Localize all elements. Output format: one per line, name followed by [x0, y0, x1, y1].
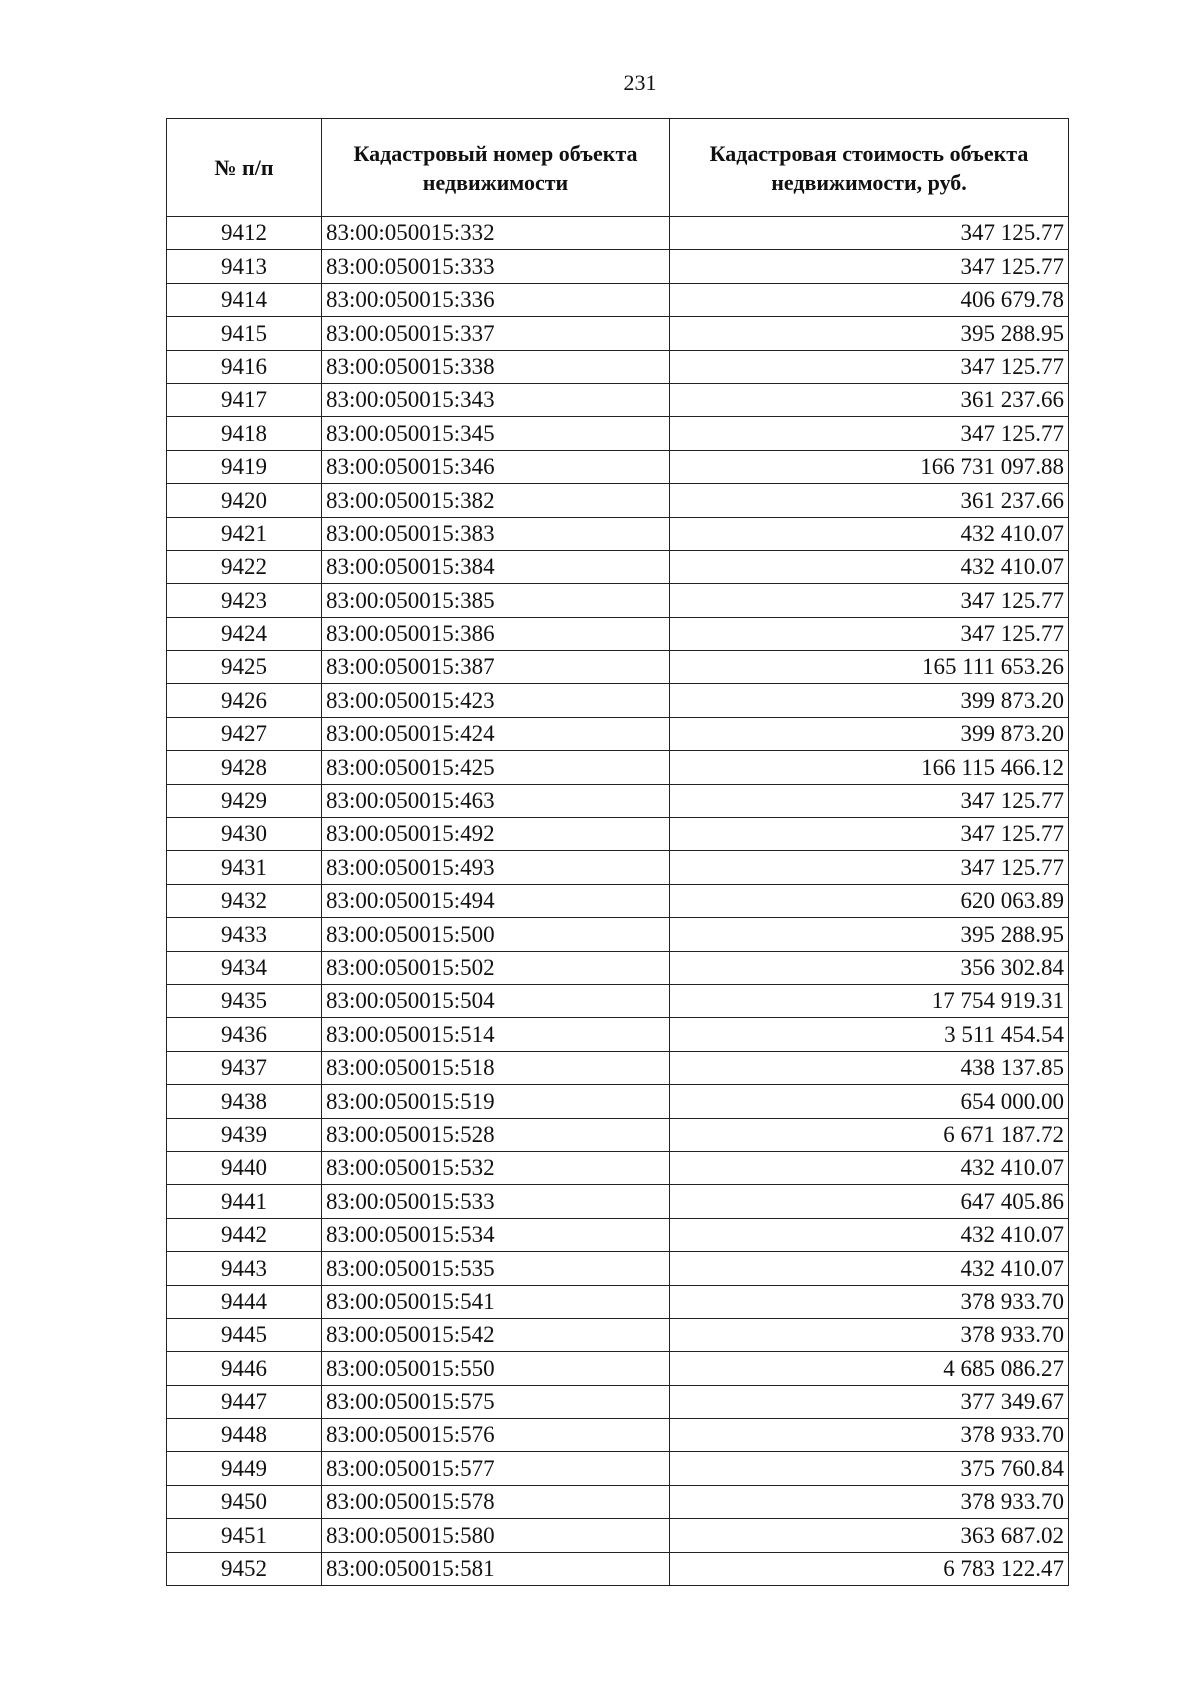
row-number-cell: 9449 [167, 1452, 322, 1485]
table-row [167, 717, 1069, 750]
cadastral-number-cell: 83:00:050015:386 [322, 617, 670, 650]
cadastral-value-cell: 406 679.78 [670, 283, 1069, 316]
row-number-cell: 9444 [167, 1285, 322, 1318]
cadastral-number-cell: 83:00:050015:504 [322, 984, 670, 1017]
cadastral-number-cell: 83:00:050015:518 [322, 1051, 670, 1084]
table-row [167, 1018, 1069, 1051]
cadastral-number-cell: 83:00:050015:333 [322, 250, 670, 283]
table-row [167, 918, 1069, 951]
table-row [167, 550, 1069, 583]
cadastral-number-cell: 83:00:050015:500 [322, 918, 670, 951]
row-number-cell: 9433 [167, 918, 322, 951]
row-number-cell: 9428 [167, 751, 322, 784]
row-number-cell: 9427 [167, 717, 322, 750]
row-number-cell: 9445 [167, 1318, 322, 1351]
cadastral-value-cell: 375 760.84 [670, 1452, 1069, 1485]
row-number-cell: 9425 [167, 651, 322, 684]
header-cadastral-value: Кадастровая стоимость объекта недвижимости, руб. [670, 119, 1069, 217]
table-row [167, 450, 1069, 483]
cadastral-number-cell: 83:00:050015:533 [322, 1185, 670, 1218]
row-number-cell: 9426 [167, 684, 322, 717]
row-number-cell: 9421 [167, 517, 322, 550]
row-number-cell: 9414 [167, 283, 322, 316]
table-row [167, 383, 1069, 416]
cadastral-value-cell: 432 410.07 [670, 1151, 1069, 1184]
cadastral-value-cell: 654 000.00 [670, 1085, 1069, 1118]
cadastral-value-cell: 347 125.77 [670, 350, 1069, 383]
cadastral-value-cell: 356 302.84 [670, 951, 1069, 984]
cadastral-value-cell: 347 125.77 [670, 250, 1069, 283]
cadastral-value-cell: 347 125.77 [670, 584, 1069, 617]
cadastral-number-cell: 83:00:050015:541 [322, 1285, 670, 1318]
cadastral-value-cell: 6 783 122.47 [670, 1552, 1069, 1585]
cadastral-number-cell: 83:00:050015:332 [322, 217, 670, 250]
cadastral-number-cell: 83:00:050015:382 [322, 484, 670, 517]
row-number-cell: 9434 [167, 951, 322, 984]
cadastral-number-cell: 83:00:050015:336 [322, 283, 670, 316]
cadastral-number-cell: 83:00:050015:514 [322, 1018, 670, 1051]
cadastral-number-cell: 83:00:050015:345 [322, 417, 670, 450]
cadastral-value-cell: 432 410.07 [670, 1252, 1069, 1285]
cadastral-value-cell: 361 237.66 [670, 484, 1069, 517]
cadastral-number-cell: 83:00:050015:492 [322, 818, 670, 851]
cadastral-number-cell: 83:00:050015:577 [322, 1452, 670, 1485]
row-number-cell: 9447 [167, 1385, 322, 1418]
cadastral-number-cell: 83:00:050015:534 [322, 1218, 670, 1251]
cadastral-value-table [166, 118, 1069, 1586]
cadastral-number-cell: 83:00:050015:337 [322, 317, 670, 350]
cadastral-number-cell: 83:00:050015:338 [322, 350, 670, 383]
row-number-cell: 9413 [167, 250, 322, 283]
table-body [167, 217, 1069, 1586]
table-row [167, 784, 1069, 817]
cadastral-value-cell: 378 933.70 [670, 1485, 1069, 1518]
cadastral-value-cell: 347 125.77 [670, 617, 1069, 650]
cadastral-number-cell: 83:00:050015:532 [322, 1151, 670, 1184]
table-row [167, 1085, 1069, 1118]
cadastral-number-cell: 83:00:050015:493 [322, 851, 670, 884]
row-number-cell: 9438 [167, 1085, 322, 1118]
table-row [167, 884, 1069, 917]
cadastral-number-cell: 83:00:050015:383 [322, 517, 670, 550]
header-row-number: № п/п [167, 119, 322, 217]
cadastral-value-cell: 438 137.85 [670, 1051, 1069, 1084]
row-number-cell: 9418 [167, 417, 322, 450]
cadastral-value-cell: 432 410.07 [670, 1218, 1069, 1251]
table-row [167, 317, 1069, 350]
cadastral-number-cell: 83:00:050015:580 [322, 1519, 670, 1552]
cadastral-value-cell: 165 111 653.26 [670, 651, 1069, 684]
table-row [167, 1385, 1069, 1418]
cadastral-value-cell: 347 125.77 [670, 217, 1069, 250]
cadastral-number-cell: 83:00:050015:425 [322, 751, 670, 784]
cadastral-number-cell: 83:00:050015:463 [322, 784, 670, 817]
cadastral-value-cell: 361 237.66 [670, 383, 1069, 416]
cadastral-value-cell: 620 063.89 [670, 884, 1069, 917]
table-row [167, 1452, 1069, 1485]
row-number-cell: 9442 [167, 1218, 322, 1251]
cadastral-value-cell: 399 873.20 [670, 717, 1069, 750]
row-number-cell: 9450 [167, 1485, 322, 1518]
table-row [167, 250, 1069, 283]
cadastral-value-cell: 3 511 454.54 [670, 1018, 1069, 1051]
cadastral-number-cell: 83:00:050015:384 [322, 550, 670, 583]
cadastral-value-cell: 432 410.07 [670, 517, 1069, 550]
header-cadastral-number: Кадастровый номер объекта недвижимости [322, 119, 670, 217]
cadastral-value-cell: 432 410.07 [670, 550, 1069, 583]
table-row [167, 1552, 1069, 1585]
page-number: 231 [623, 70, 657, 95]
cadastral-number-cell: 83:00:050015:502 [322, 951, 670, 984]
row-number-cell: 9436 [167, 1018, 322, 1051]
cadastral-number-cell: 83:00:050015:346 [322, 450, 670, 483]
cadastral-value-cell: 377 349.67 [670, 1385, 1069, 1418]
cadastral-value-cell: 166 115 466.12 [670, 751, 1069, 784]
cadastral-number-cell: 83:00:050015:528 [322, 1118, 670, 1151]
table-row [167, 1051, 1069, 1084]
row-number-cell: 9422 [167, 550, 322, 583]
table-row [167, 751, 1069, 784]
cadastral-value-cell: 378 933.70 [670, 1285, 1069, 1318]
row-number-cell: 9415 [167, 317, 322, 350]
row-number-cell: 9423 [167, 584, 322, 617]
cadastral-number-cell: 83:00:050015:424 [322, 717, 670, 750]
cadastral-value-cell: 363 687.02 [670, 1519, 1069, 1552]
table-row [167, 617, 1069, 650]
table-row [167, 417, 1069, 450]
table-row [167, 1218, 1069, 1251]
cadastral-number-cell: 83:00:050015:519 [322, 1085, 670, 1118]
row-number-cell: 9446 [167, 1352, 322, 1385]
cadastral-number-cell: 83:00:050015:581 [322, 1552, 670, 1585]
table-row [167, 1185, 1069, 1218]
row-number-cell: 9437 [167, 1051, 322, 1084]
table-row [167, 1318, 1069, 1351]
cadastral-number-cell: 83:00:050015:576 [322, 1419, 670, 1452]
row-number-cell: 9441 [167, 1185, 322, 1218]
row-number-cell: 9416 [167, 350, 322, 383]
table-row [167, 1285, 1069, 1318]
table-row [167, 851, 1069, 884]
row-number-cell: 9452 [167, 1552, 322, 1585]
table-row [167, 1352, 1069, 1385]
table-row [167, 1485, 1069, 1518]
row-number-cell: 9440 [167, 1151, 322, 1184]
table-row [167, 484, 1069, 517]
row-number-cell: 9419 [167, 450, 322, 483]
row-number-cell: 9430 [167, 818, 322, 851]
table-row [167, 951, 1069, 984]
row-number-cell: 9417 [167, 383, 322, 416]
cadastral-value-cell: 347 125.77 [670, 784, 1069, 817]
cadastral-number-cell: 83:00:050015:494 [322, 884, 670, 917]
table-row [167, 651, 1069, 684]
cadastral-value-cell: 378 933.70 [670, 1419, 1069, 1452]
cadastral-value-cell: 395 288.95 [670, 918, 1069, 951]
cadastral-number-cell: 83:00:050015:575 [322, 1385, 670, 1418]
row-number-cell: 9429 [167, 784, 322, 817]
cadastral-number-cell: 83:00:050015:387 [322, 651, 670, 684]
cadastral-value-cell: 6 671 187.72 [670, 1118, 1069, 1151]
cadastral-value-cell: 347 125.77 [670, 851, 1069, 884]
row-number-cell: 9431 [167, 851, 322, 884]
row-number-cell: 9412 [167, 217, 322, 250]
table-header-row [167, 119, 1069, 217]
row-number-cell: 9448 [167, 1419, 322, 1452]
cadastral-value-cell: 378 933.70 [670, 1318, 1069, 1351]
row-number-cell: 9432 [167, 884, 322, 917]
table-row [167, 1151, 1069, 1184]
cadastral-value-cell: 347 125.77 [670, 818, 1069, 851]
table-row [167, 517, 1069, 550]
table-row [167, 350, 1069, 383]
table-row [167, 217, 1069, 250]
cadastral-number-cell: 83:00:050015:423 [322, 684, 670, 717]
row-number-cell: 9439 [167, 1118, 322, 1151]
cadastral-number-cell: 83:00:050015:343 [322, 383, 670, 416]
table-row [167, 1252, 1069, 1285]
cadastral-value-cell: 347 125.77 [670, 417, 1069, 450]
cadastral-value-cell: 17 754 919.31 [670, 984, 1069, 1017]
table-row [167, 818, 1069, 851]
cadastral-number-cell: 83:00:050015:535 [322, 1252, 670, 1285]
table-row [167, 1519, 1069, 1552]
table-row [167, 283, 1069, 316]
cadastral-value-cell: 399 873.20 [670, 684, 1069, 717]
cadastral-value-cell: 647 405.86 [670, 1185, 1069, 1218]
cadastral-number-cell: 83:00:050015:578 [322, 1485, 670, 1518]
row-number-cell: 9424 [167, 617, 322, 650]
cadastral-number-cell: 83:00:050015:385 [322, 584, 670, 617]
cadastral-number-cell: 83:00:050015:542 [322, 1318, 670, 1351]
row-number-cell: 9451 [167, 1519, 322, 1552]
row-number-cell: 9435 [167, 984, 322, 1017]
cadastral-number-cell: 83:00:050015:550 [322, 1352, 670, 1385]
cadastral-value-cell: 166 731 097.88 [670, 450, 1069, 483]
table-row [167, 684, 1069, 717]
table-row [167, 984, 1069, 1017]
table-row [167, 1419, 1069, 1452]
cadastral-value-cell: 4 685 086.27 [670, 1352, 1069, 1385]
row-number-cell: 9420 [167, 484, 322, 517]
row-number-cell: 9443 [167, 1252, 322, 1285]
cadastral-value-cell: 395 288.95 [670, 317, 1069, 350]
table-row [167, 584, 1069, 617]
table-row [167, 1118, 1069, 1151]
